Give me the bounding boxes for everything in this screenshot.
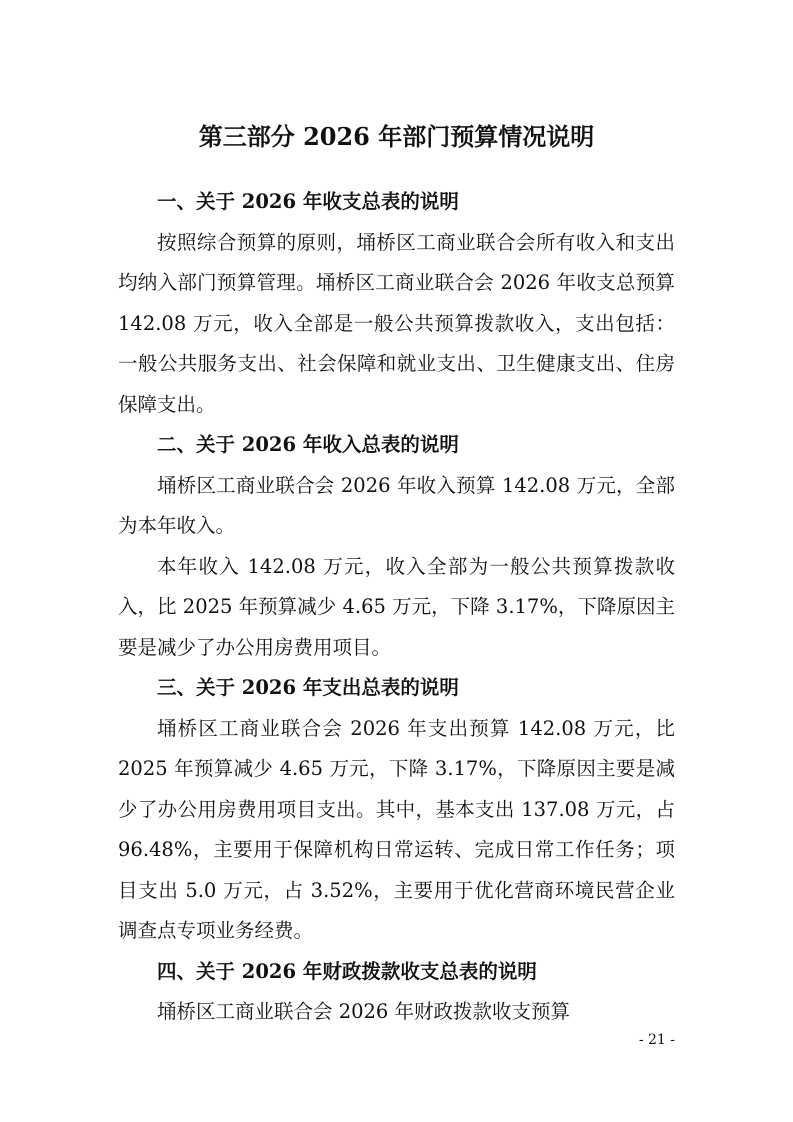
body-paragraph: 埇桥区工商业联合会 2026 年支出预算 142.08 万元，比 2025 年预算减少 4.65 万元，下降 3.17%，下降原因主要是减少了办公用房费用项目支出。其中，基本支出 137.08 万元，占 96.48%，主要用于保障机构日常运转、完成日常工作任务；项目支出 5.0 万元，占 3.52%，主要用于优化营商环境民营企业调查点专项业务经费。 <box>118 716 675 942</box>
section-heading: 三、关于 2026 年支出总表的说明 <box>157 676 459 699</box>
page-number: - 21 - <box>638 1032 675 1048</box>
section-heading: 四、关于 2026 年财政拨款收支总表的说明 <box>157 959 537 983</box>
body-paragraph: 按照综合预算的原则，埇桥区工商业联合会所有收入和支出均纳入部门预算管理。埇桥区工商业联合会 2026 年收支总预算 142.08 万元，收入全部是一般公共预算拨款收入，支出包括：一般公共服务支出、社会保障和就业支出、卫生健康支出、住房保障支出。 <box>118 230 675 416</box>
page-title: 第三部分 2026 年部门预算情况说明 <box>198 122 595 152</box>
section-heading: 二、关于 2026 年收入总表的说明 <box>157 433 459 456</box>
body-paragraph: 本年收入 142.08 万元，收入全部为一般公共预算拨款收入，比 2025 年预算减少 4.65 万元，下降 3.17%，下降原因主要是减少了办公用房费用项目。 <box>118 554 675 659</box>
document-body <box>118 182 675 1033</box>
body-paragraph: 埇桥区工商业联合会 2026 年收入预算 142.08 万元，全部为本年收入。 <box>118 473 675 537</box>
section-heading: 一、关于 2026 年收支总表的说明 <box>157 190 459 213</box>
body-paragraph: 埇桥区工商业联合会 2026 年财政拨款收支预算 <box>157 1000 571 1023</box>
